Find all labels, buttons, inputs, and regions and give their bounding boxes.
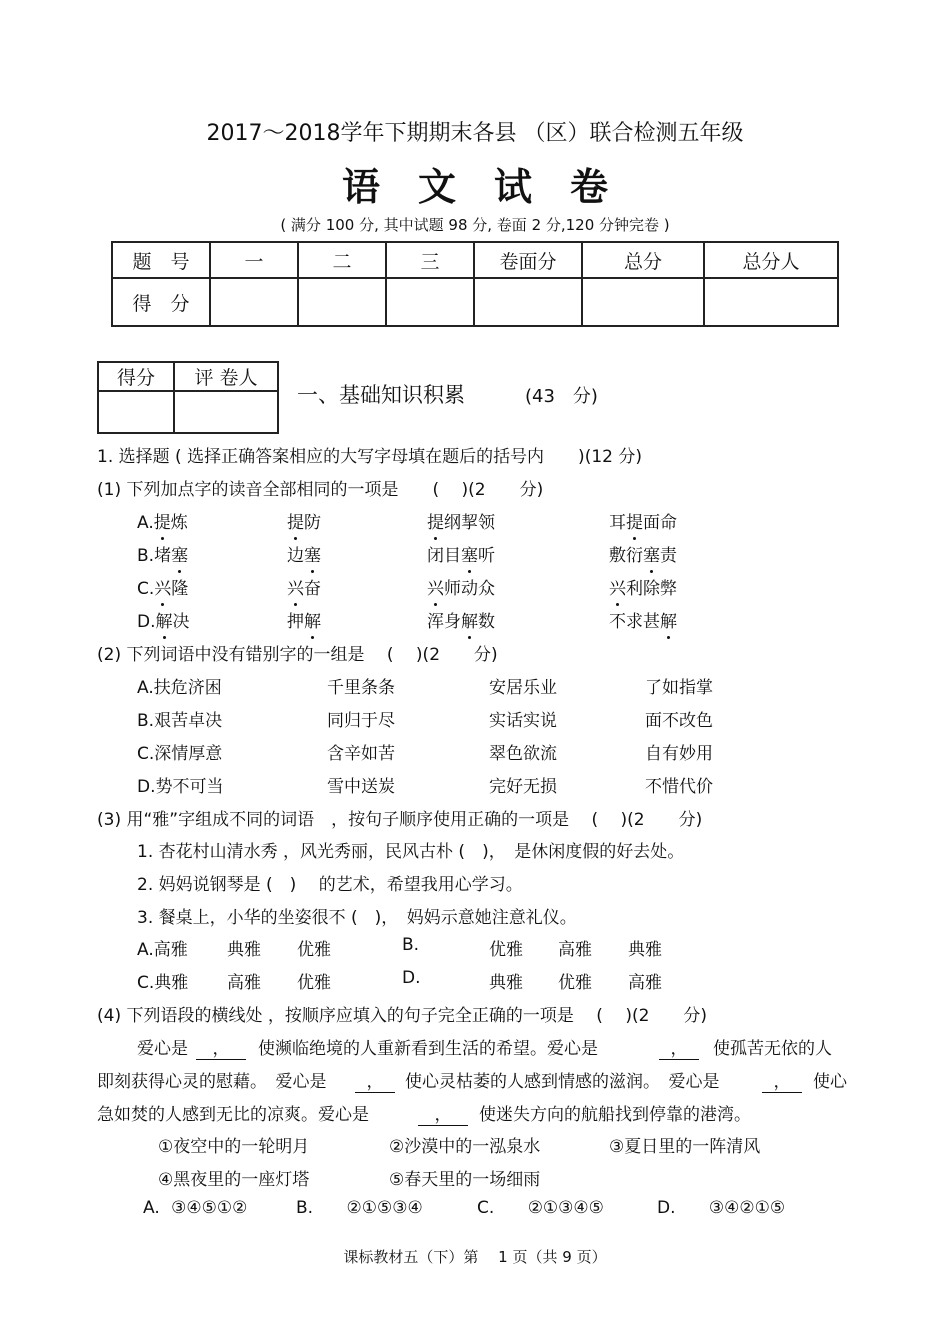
option-word: 翠色欲流	[489, 744, 557, 764]
grader-name-label: 评 卷人	[174, 362, 278, 391]
option-row	[0, 541, 950, 565]
option-word: 千里条条	[327, 678, 395, 698]
option-text: ③④⑤①②	[171, 1198, 248, 1218]
choice-item: ②沙漠中的一泓泉水	[389, 1137, 541, 1157]
dotted-char: 解	[304, 607, 321, 632]
dotted-char: 塞	[304, 541, 321, 566]
paragraph-line	[0, 1067, 950, 1091]
paragraph-text: 使濒临绝境的人重新看到生活的希望。爱心是	[258, 1039, 598, 1059]
option-text: 耳	[609, 513, 626, 533]
option-text: 利除弊	[626, 579, 677, 599]
dotted-char: 兴	[609, 574, 626, 599]
option-d[interactable]: D.势不可当	[137, 777, 224, 797]
score-table	[111, 241, 839, 327]
option-word: 典雅	[628, 940, 662, 960]
dotted-char: 兴	[154, 574, 171, 599]
option-word: 了如指掌	[645, 678, 713, 698]
paragraph-text: 使迷失方向的航船找到停靠的港湾。	[479, 1105, 751, 1125]
option-letter: C.	[477, 1198, 495, 1218]
option-word	[609, 541, 677, 566]
dotted-char: 解	[461, 607, 478, 632]
option-word: 优雅	[489, 940, 523, 960]
score-table-header: 总分	[582, 242, 704, 278]
option-word: 面不改色	[645, 711, 713, 731]
fill-blank[interactable]: ，	[659, 1034, 699, 1060]
option-row	[0, 968, 950, 992]
option-a[interactable]: A.扶危济困	[137, 678, 222, 698]
option-word	[427, 541, 495, 566]
option-text: 不求甚	[609, 612, 660, 632]
option-text: 敷衍	[609, 546, 643, 566]
option-letter: A.	[137, 513, 154, 533]
option-row	[0, 935, 950, 959]
subquestion-stem: (3) 用“雅”字组成不同的词语 ，按句子顺序使用正确的一项是 ( )(2 分)	[97, 810, 703, 830]
option-text: ②①③④⑤	[527, 1198, 604, 1218]
subquestion-stem: (1) 下列加点字的读音全部相同的一项是 ( )(2 分)	[97, 480, 544, 500]
option-text: 边	[287, 546, 304, 566]
paragraph-line	[0, 1100, 950, 1124]
score-table-row-label: 得 分	[112, 278, 210, 326]
option-word	[609, 607, 677, 632]
option-word: 完好无损	[489, 777, 557, 797]
option-word: 实话实说	[489, 711, 557, 731]
option-a[interactable]	[143, 1198, 247, 1218]
option-word	[427, 574, 495, 599]
option-word	[609, 574, 677, 599]
option-letter: C.	[137, 579, 155, 599]
option-word: 优雅	[297, 940, 331, 960]
dotted-char: 兴	[427, 574, 444, 599]
sentence: 3. 餐桌上，小华的坐姿很不 ( )， 妈妈示意她注意礼仪。	[137, 908, 577, 928]
option-row	[0, 673, 950, 697]
dotted-char: 提	[287, 508, 304, 533]
option-text: 堵	[154, 546, 172, 566]
section-points: (43 分)	[525, 386, 598, 407]
option-row	[0, 574, 950, 598]
score-cell[interactable]	[298, 278, 386, 326]
option-letter: A.	[143, 1198, 160, 1218]
score-cell[interactable]	[704, 278, 838, 326]
option-a[interactable]	[137, 508, 188, 533]
score-table-header-row	[112, 242, 838, 278]
option-row	[0, 706, 950, 730]
choice-item: ⑤春天里的一场细雨	[389, 1170, 541, 1190]
score-table-header: 二	[298, 242, 386, 278]
option-text: 听	[478, 546, 495, 566]
option-row	[0, 772, 950, 796]
dotted-char: 塞	[171, 541, 188, 566]
option-b[interactable]	[137, 541, 188, 566]
option-word: 含辛如苦	[327, 744, 395, 764]
exam-note: ( 满分 100 分, 其中试题 98 分, 卷面 2 分,120 分钟完卷 )	[280, 216, 670, 234]
option-word	[287, 508, 321, 533]
dotted-char: 解	[660, 607, 677, 632]
choice-item: ③夏日里的一阵清风	[609, 1137, 761, 1157]
score-cell[interactable]	[386, 278, 474, 326]
score-cell[interactable]	[210, 278, 298, 326]
dotted-char: 兴	[287, 574, 304, 599]
option-word: 雪中送炭	[327, 777, 395, 797]
option-d[interactable]	[137, 607, 190, 632]
option-word: 不惜代价	[645, 777, 713, 797]
option-word: 典雅	[489, 973, 523, 993]
option-text: ③④②①⑤	[708, 1198, 786, 1218]
option-b[interactable]: B.	[402, 935, 420, 955]
option-word: 高雅	[558, 940, 592, 960]
paragraph-text: 即刻获得心灵的慰藉。 爱心是	[97, 1072, 327, 1092]
option-b[interactable]	[296, 1198, 423, 1218]
question-stem: 1. 选择题 ( 选择正确答案相应的大写字母填在题后的括号内 )(12 分)	[97, 447, 642, 467]
score-table-header: 一	[210, 242, 298, 278]
grader-score-cell[interactable]	[98, 391, 174, 433]
option-row	[0, 1198, 950, 1222]
paragraph-text: 使心灵枯萎的人感到情感的滋润。 爱心是	[405, 1072, 720, 1092]
paragraph-text: 使孤苦无依的人	[713, 1039, 832, 1059]
option-word: 自有妙用	[645, 744, 713, 764]
option-row	[0, 739, 950, 763]
option-word: 高雅	[628, 973, 662, 993]
option-text: 防	[304, 513, 321, 533]
dotted-char: 塞	[643, 541, 660, 566]
option-word: 同归于尽	[327, 711, 395, 731]
option-c[interactable]	[477, 1198, 604, 1218]
option-text: 浑身	[427, 612, 461, 632]
dotted-char: 塞	[461, 541, 478, 566]
page-footer: 课标教材五（下）第 1 页（共 9 页）	[343, 1248, 607, 1266]
option-word: 优雅	[558, 973, 592, 993]
score-table-score-row	[112, 278, 838, 326]
grader-score-label: 得分	[98, 362, 174, 391]
exam-subtitle: 2017～2018学年下期期末各县 （区）联合检测五年级	[206, 121, 744, 146]
score-table-header: 三	[386, 242, 474, 278]
option-text: 责	[660, 546, 677, 566]
option-word: 典雅	[227, 940, 261, 960]
paragraph-text: 爱心是	[137, 1039, 188, 1059]
option-text: 炼	[170, 513, 188, 533]
option-row	[0, 508, 950, 532]
option-c[interactable]: C.典雅	[137, 973, 189, 993]
section-title: 一、基础知识积累	[297, 383, 465, 407]
score-cell[interactable]	[582, 278, 704, 326]
option-word	[609, 508, 677, 533]
option-word	[287, 607, 321, 632]
option-word	[287, 574, 321, 599]
option-word: 优雅	[297, 973, 331, 993]
option-text: 面命	[643, 513, 677, 533]
option-word: 高雅	[227, 973, 261, 993]
option-c[interactable]	[137, 574, 188, 599]
dotted-char: 提	[626, 508, 643, 533]
option-text: 闭目	[427, 546, 461, 566]
fill-blank[interactable]: ，	[196, 1034, 246, 1060]
fill-blank[interactable]: ，	[762, 1067, 802, 1093]
option-text: 数	[478, 612, 495, 632]
paragraph-text: 使心	[813, 1072, 847, 1092]
dotted-char: 提	[154, 508, 171, 533]
option-letter: B.	[296, 1198, 314, 1218]
score-table-header: 总分人	[704, 242, 838, 278]
option-text: 决	[172, 612, 190, 632]
option-a[interactable]: A.高雅	[137, 940, 188, 960]
option-c[interactable]: C.深情厚意	[137, 744, 223, 764]
paragraph-text: 急如焚的人感到无比的凉爽。爱心是	[97, 1105, 369, 1125]
score-cell[interactable]	[474, 278, 582, 326]
fill-blank[interactable]: ，	[418, 1100, 468, 1126]
subquestion-stem: (2) 下列词语中没有错别字的一组是 ( )(2 分)	[97, 645, 498, 665]
dotted-char: 解	[156, 607, 173, 632]
option-text: 纲挈领	[444, 513, 495, 533]
option-letter: D.	[137, 612, 156, 632]
paragraph-line	[0, 1034, 950, 1058]
option-word	[427, 607, 495, 632]
option-word: 安居乐业	[489, 678, 557, 698]
sentence: 2. 妈妈说钢琴是 ( ) 的艺术，希望我用心学习。	[137, 875, 523, 895]
grader-box	[97, 361, 279, 434]
choice-row	[0, 1132, 950, 1156]
option-text: 师动众	[444, 579, 495, 599]
choice-item: ①夜空中的一轮明月	[158, 1137, 310, 1157]
option-d[interactable]	[657, 1198, 785, 1218]
option-text: 奋	[304, 579, 321, 599]
option-d[interactable]: D.	[402, 968, 421, 988]
option-text: 隆	[171, 579, 189, 599]
option-word	[287, 541, 321, 566]
choice-row	[0, 1165, 950, 1189]
option-text: 押	[287, 612, 304, 632]
option-letter: B.	[137, 546, 155, 566]
option-letter: D.	[657, 1198, 676, 1218]
score-table-header: 卷面分	[474, 242, 582, 278]
dotted-char: 提	[427, 508, 444, 533]
score-table-header: 题 号	[112, 242, 210, 278]
option-b[interactable]: B.艰苦卓决	[137, 711, 223, 731]
option-text: ②①⑤③④	[346, 1198, 423, 1218]
fill-blank[interactable]: ，	[355, 1067, 395, 1093]
option-word	[427, 508, 495, 533]
choice-item: ④黑夜里的一座灯塔	[158, 1170, 310, 1190]
option-row	[0, 607, 950, 631]
sentence: 1. 杏花村山清水秀 ，风光秀丽，民风古朴 ( )， 是休闲度假的好去处。	[137, 842, 685, 862]
subquestion-stem: (4) 下列语段的横线处 ，按顺序应填入的句子完全正确的一项是 ( )(2 分)	[97, 1006, 708, 1026]
grader-name-cell[interactable]	[174, 391, 278, 433]
exam-title: 语 文 试 卷	[341, 164, 608, 209]
